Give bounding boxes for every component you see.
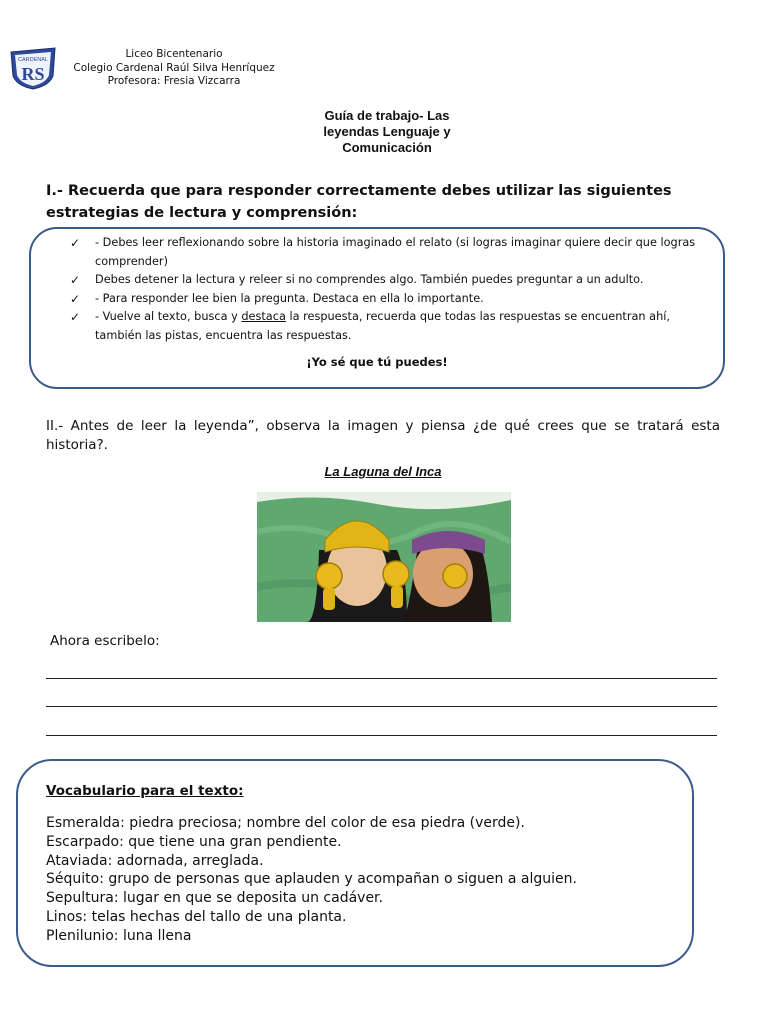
school-logo	[9, 46, 57, 90]
title-line: Comunicación	[342, 140, 432, 155]
vocabulary-list	[46, 814, 577, 946]
list-item: ✓ - Debes leer reflexionando sobre la historia imaginado el relato (si logras imaginar quiere decir que logras comprender)	[70, 236, 696, 268]
vocab-item: Linos: telas hechas del tallo de una planta.	[46, 908, 347, 925]
story-title: La Laguna del Inca	[324, 464, 442, 479]
vocab-item: Plenilunio: luna llena	[46, 927, 192, 944]
list-item: ✓ Debes detener la lectura y releer si no comprendes algo. También puedes preguntar a un adulto.	[70, 271, 720, 290]
vocab-item: Esmeralda: piedra preciosa; nombre del color de esa piedra (verde).	[46, 815, 525, 831]
vocabulary-title: Vocabulario para el texto:	[46, 783, 244, 799]
strategies-list	[70, 234, 720, 345]
title-line: Guía de trabajo- Las	[324, 108, 450, 123]
title-line: leyendas Lenguaje y	[323, 124, 451, 139]
section-1-heading: I.- Recuerda que para responder correctamente debes utilizar las siguientes estrategias de lectura y comprensión:	[46, 183, 672, 221]
answer-line[interactable]	[46, 678, 717, 679]
logo-monogram: RS	[21, 64, 45, 84]
logo-subtext: CARDENAL	[18, 57, 48, 63]
check-icon: ✓	[70, 291, 81, 306]
vocab-item: Escarpado: que tiene una gran pendiente.	[46, 833, 342, 850]
vocab-item: Ataviada: adornada, arreglada.	[46, 852, 264, 869]
school-line: Liceo Bicentenario	[125, 48, 223, 60]
check-icon: ✓	[70, 310, 81, 324]
vocab-item: Sepultura: lugar en que se deposita un cadáver.	[46, 890, 383, 907]
school-info	[60, 48, 288, 89]
vocab-item: Séquito: grupo de personas que aplauden y acompañan o siguen a alguien.	[46, 871, 577, 888]
school-line: Colegio Cardenal Raúl Silva Henríquez	[73, 61, 275, 74]
page-title	[287, 108, 487, 156]
answer-line[interactable]	[46, 735, 717, 736]
underlined-word: destaca	[241, 310, 286, 323]
section-2-prompt: II.- Antes de leer la leyenda”, observa la imagen y piensa ¿de qué crees que se tratará esta historia?.	[46, 418, 720, 453]
write-label: Ahora escribelo:	[50, 633, 160, 649]
teacher-line: Profesora: Fresia Vizcarra	[107, 75, 241, 87]
motto-text: ¡Yo sé que tú puedes!	[306, 355, 448, 369]
illustration-inca-women	[257, 492, 511, 622]
list-item: ✓ - Para responder lee bien la pregunta. Destaca en ella lo importante.	[70, 290, 720, 309]
answer-line[interactable]	[46, 706, 717, 707]
check-icon: ✓	[70, 273, 81, 287]
check-icon: ✓	[70, 236, 81, 250]
list-item: ✓ - Vuelve al texto, busca y destaca la respuesta, recuerda que todas las respuestas se encuentran ahí, también las pistas, encuentra las respuestas.	[70, 310, 670, 342]
